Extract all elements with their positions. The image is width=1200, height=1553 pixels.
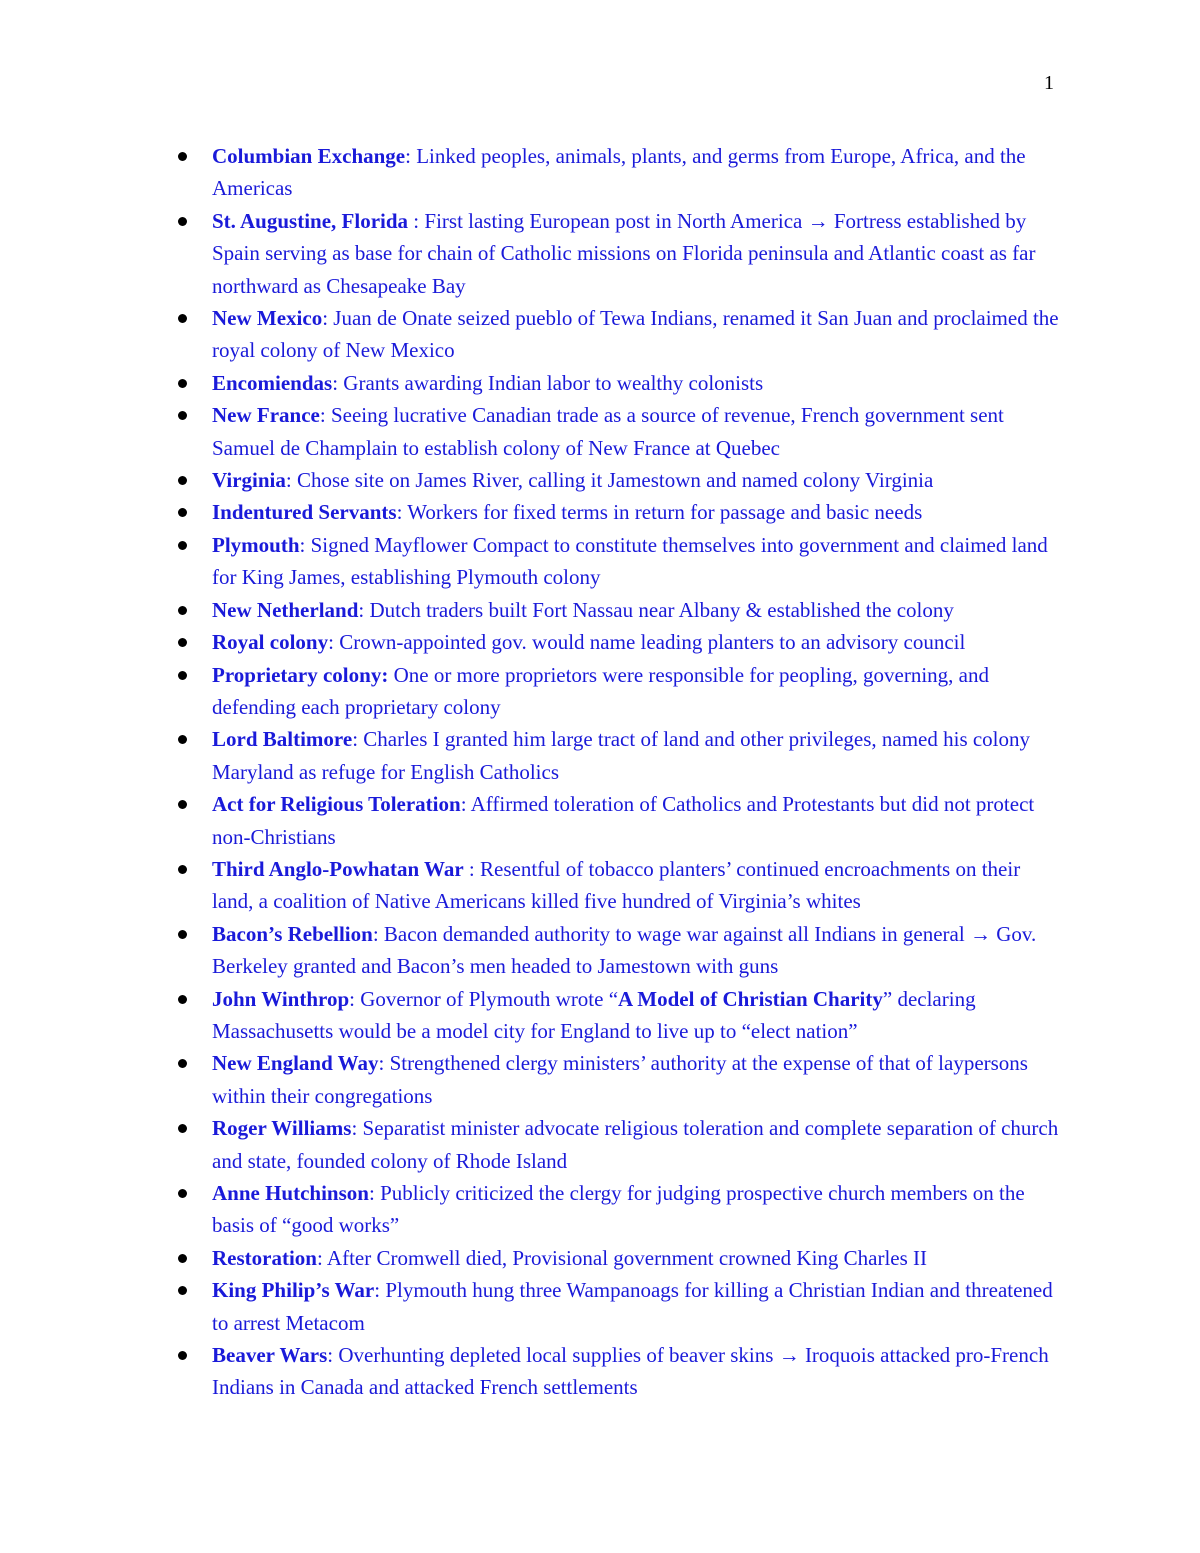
term: John Winthrop bbox=[212, 986, 350, 1011]
term: King Philip’s War bbox=[212, 1278, 375, 1303]
definition: Dutch traders built Fort Nassau near Albany & established the colony bbox=[369, 597, 954, 622]
term: Roger Williams bbox=[212, 1116, 352, 1141]
separator: : bbox=[349, 986, 361, 1011]
separator: : bbox=[299, 532, 311, 557]
term: Beaver Wars bbox=[212, 1343, 328, 1368]
bullet-icon bbox=[178, 1254, 187, 1263]
definition: Plymouth hung three Wampanoags for killing a Christian Indian and threatened to arrest Metacom bbox=[212, 1278, 1053, 1335]
definition: Separatist minister advocate religious toleration and complete separation of church and state, founded colony of Rhode Island bbox=[212, 1116, 1059, 1173]
definition: Crown-appointed gov. would name leading planters to an advisory council bbox=[339, 630, 966, 655]
bullet-icon bbox=[178, 1189, 187, 1198]
separator: : bbox=[352, 727, 364, 752]
list-item bbox=[176, 464, 1066, 496]
term-list bbox=[176, 140, 1066, 1404]
term: Virginia bbox=[212, 468, 286, 493]
term: New Mexico bbox=[212, 306, 323, 331]
term: Restoration bbox=[212, 1245, 317, 1270]
list-item bbox=[176, 626, 1066, 658]
definition: Workers for fixed terms in return for passage and basic needs bbox=[407, 500, 923, 525]
separator: : bbox=[460, 792, 471, 817]
separator: : bbox=[328, 630, 340, 655]
list-item bbox=[176, 496, 1066, 528]
list-item bbox=[176, 302, 1066, 367]
separator: : bbox=[319, 403, 331, 428]
bullet-icon bbox=[178, 411, 187, 420]
term: Anne Hutchinson bbox=[212, 1181, 369, 1205]
term: Plymouth bbox=[212, 532, 300, 557]
list-item bbox=[176, 1112, 1066, 1177]
list-item bbox=[176, 1177, 1066, 1242]
definition-continued: ” declaring Massachusetts would be a model city for England to live up to “elect nation” bbox=[212, 986, 976, 1043]
term: Columbian Exchange bbox=[212, 144, 406, 168]
bullet-icon bbox=[178, 508, 187, 517]
definition: First lasting European post in North America → Fortress established by Spain serving as base for chain of Catholic missions on Florida peninsula and Atlantic coast as far northward as Chesapeake Bay bbox=[212, 208, 1036, 298]
separator: : bbox=[405, 144, 417, 168]
bullet-icon bbox=[178, 217, 187, 226]
list-item bbox=[176, 723, 1066, 788]
term: New France bbox=[212, 403, 320, 428]
bullet-icon bbox=[178, 995, 187, 1004]
term: Third Anglo-Powhatan War bbox=[212, 856, 464, 881]
definition: Strengthened clergy ministers’ authority at the expense of that of laypersons within their congregations bbox=[212, 1051, 1028, 1108]
list-item bbox=[176, 918, 1066, 983]
list-item bbox=[176, 529, 1066, 594]
separator: : bbox=[408, 208, 425, 233]
list-item bbox=[176, 140, 1066, 205]
list-item bbox=[176, 788, 1066, 853]
definition: Chose site on James River, calling it Jamestown and named colony Virginia bbox=[296, 468, 934, 493]
bullet-icon bbox=[178, 314, 187, 323]
term: Proprietary colony: bbox=[212, 662, 389, 687]
bullet-icon bbox=[178, 541, 187, 550]
term: Act for Religious Toleration bbox=[212, 792, 461, 817]
list-item bbox=[176, 983, 1066, 1048]
bullet-icon bbox=[178, 1124, 187, 1133]
bullet-icon bbox=[178, 152, 187, 161]
definition: One or more proprietors were responsible for peopling, governing, and defending each proprietary colony bbox=[212, 662, 989, 719]
essay-title: A Model of Christian Charity bbox=[618, 986, 883, 1011]
definition: Bacon demanded authority to wage war against all Indians in general → Gov. Berkeley granted and Bacon’s men headed to Jamestown with guns bbox=[212, 921, 1037, 979]
list-item bbox=[176, 659, 1066, 724]
separator: : bbox=[368, 1181, 381, 1205]
term: Royal colony bbox=[212, 630, 329, 655]
term: Encomiendas bbox=[212, 370, 333, 395]
term: Lord Baltimore bbox=[212, 727, 353, 752]
separator: : bbox=[327, 1343, 339, 1368]
list-item bbox=[176, 399, 1066, 464]
definition: Signed Mayflower Compact to constitute themselves into government and claimed land for King James, establishing Plymouth colony bbox=[212, 532, 1048, 590]
bullet-icon bbox=[178, 1351, 187, 1360]
list-item bbox=[176, 1339, 1066, 1404]
definition: Resentful of tobacco planters’ continued encroachments on their land, a coalition of Native Americans killed five hundred of Virginia’s whites bbox=[212, 856, 1021, 914]
list-item bbox=[176, 853, 1066, 918]
definition: Linked peoples, animals, plants, and germs from Europe, Africa, and the Americas bbox=[212, 144, 1026, 201]
definition: After Cromwell died, Provisional government crowned King Charles II bbox=[326, 1245, 928, 1270]
list-item bbox=[176, 1274, 1066, 1339]
bullet-icon bbox=[178, 379, 187, 388]
separator: : bbox=[285, 468, 297, 493]
term: Bacon’s Rebellion bbox=[212, 921, 373, 946]
separator: : bbox=[322, 306, 334, 331]
definition: Seeing lucrative Canadian trade as a source of revenue, French government sent Samuel de Champlain to establish colony of New France at Quebec bbox=[212, 403, 1004, 460]
bullet-icon bbox=[178, 671, 187, 680]
definition: Publicly criticized the clergy for judging prospective church members on the basis of “good works” bbox=[212, 1181, 1025, 1238]
definition: Affirmed toleration of Catholics and Protestants but did not protect non-Christians bbox=[212, 792, 1035, 849]
list-item bbox=[176, 1047, 1066, 1112]
term: New England Way bbox=[212, 1051, 379, 1076]
bullet-icon bbox=[178, 735, 187, 744]
definition: Charles I granted him large tract of land and other privileges, named his colony Maryland as refuge for English Catholics bbox=[212, 727, 1031, 784]
separator: : bbox=[358, 597, 370, 622]
separator: : bbox=[378, 1051, 390, 1076]
term: Indentured Servants bbox=[212, 500, 397, 525]
bullet-icon bbox=[178, 638, 187, 647]
list-item bbox=[176, 367, 1066, 399]
definition: Juan de Onate seized pueblo of Tewa Indians, renamed it San Juan and proclaimed the royal colony of New Mexico bbox=[212, 306, 1059, 363]
definition: Governor of Plymouth wrote “ bbox=[360, 986, 619, 1011]
bullet-icon bbox=[178, 606, 187, 615]
bullet-icon bbox=[178, 1286, 187, 1295]
separator: : bbox=[351, 1116, 363, 1141]
list-item bbox=[176, 1242, 1066, 1274]
separator: : bbox=[463, 856, 481, 881]
term: St. Augustine, Florida bbox=[212, 208, 409, 233]
definition: Overhunting depleted local supplies of beaver skins → Iroquois attacked pro-French Indians in Canada and attacked French settlements bbox=[212, 1343, 1049, 1400]
separator: : bbox=[374, 1278, 386, 1303]
term: New Netherland bbox=[212, 597, 359, 622]
bullet-icon bbox=[178, 865, 187, 874]
page-number: 1 bbox=[1044, 72, 1054, 94]
bullet-icon bbox=[178, 476, 187, 485]
separator: : bbox=[372, 921, 384, 946]
bullet-icon bbox=[178, 1059, 187, 1068]
separator: : bbox=[316, 1245, 327, 1270]
definition: Grants awarding Indian labor to wealthy colonists bbox=[343, 370, 764, 395]
list-item bbox=[176, 205, 1066, 302]
list-item bbox=[176, 594, 1066, 626]
separator: : bbox=[332, 370, 344, 395]
bullet-icon bbox=[178, 930, 187, 939]
bullet-icon bbox=[178, 800, 187, 809]
separator: : bbox=[396, 500, 408, 525]
